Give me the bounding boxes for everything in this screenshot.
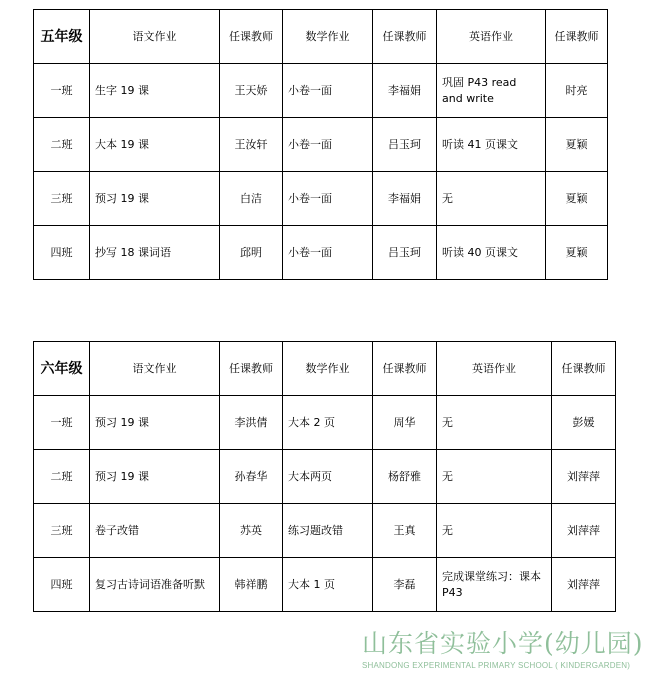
english-homework-cell: 无 (437, 504, 552, 558)
header-chinese: 语文作业 (90, 10, 220, 64)
header-chinese: 语文作业 (90, 342, 220, 396)
math-homework-cell: 练习题改错 (283, 504, 373, 558)
chinese-teacher-cell: 李洪倩 (220, 396, 283, 450)
table-row (34, 118, 608, 172)
math-teacher-cell: 吕玉珂 (373, 118, 437, 172)
chinese-homework-cell: 卷子改错 (90, 504, 220, 558)
english-homework-cell: 完成课堂练习：课本 P43 (437, 558, 552, 612)
grade-label: 五年级 (34, 10, 90, 64)
header-teacher: 任课教师 (546, 10, 608, 64)
grade5-homework-table (33, 9, 608, 280)
class-cell: 二班 (34, 118, 90, 172)
school-watermark (362, 628, 654, 671)
header-english: 英语作业 (437, 342, 552, 396)
chinese-homework-cell: 生字 19 课 (90, 64, 220, 118)
header-math: 数学作业 (283, 10, 373, 64)
grade-label: 六年级 (34, 342, 90, 396)
math-teacher-cell: 杨舒雅 (373, 450, 437, 504)
math-homework-cell: 小卷一面 (283, 172, 373, 226)
english-teacher-cell: 时亮 (546, 64, 608, 118)
chinese-teacher-cell: 王汝轩 (220, 118, 283, 172)
math-teacher-cell: 李福娟 (373, 172, 437, 226)
chinese-teacher-cell: 孙春华 (220, 450, 283, 504)
english-homework-cell: 听读 40 页课文 (437, 226, 546, 280)
math-teacher-cell: 李磊 (373, 558, 437, 612)
table-row (34, 558, 616, 612)
math-homework-cell: 小卷一面 (283, 118, 373, 172)
header-math: 数学作业 (283, 342, 373, 396)
english-teacher-cell: 刘萍萍 (552, 450, 616, 504)
math-homework-cell: 小卷一面 (283, 226, 373, 280)
chinese-homework-cell: 复习古诗词语准备听默 (90, 558, 220, 612)
chinese-teacher-cell: 王天娇 (220, 64, 283, 118)
chinese-teacher-cell: 苏英 (220, 504, 283, 558)
english-teacher-cell: 彭媛 (552, 396, 616, 450)
english-homework-cell: 巩固 P43 read and write (437, 64, 546, 118)
chinese-homework-cell: 抄写 18 课词语 (90, 226, 220, 280)
math-homework-cell: 大本 2 页 (283, 396, 373, 450)
chinese-homework-cell: 预习 19 课 (90, 396, 220, 450)
math-teacher-cell: 李福娟 (373, 64, 437, 118)
school-name-chinese: 山东省实验小学(幼儿园) (362, 629, 644, 658)
chinese-teacher-cell: 白洁 (220, 172, 283, 226)
class-cell: 一班 (34, 396, 90, 450)
english-homework-cell: 无 (437, 450, 552, 504)
table-row (34, 172, 608, 226)
english-teacher-cell: 夏颖 (546, 226, 608, 280)
table-row (34, 450, 616, 504)
header-english: 英语作业 (437, 10, 546, 64)
chinese-homework-cell: 大本 19 课 (90, 118, 220, 172)
class-cell: 三班 (34, 172, 90, 226)
header-teacher: 任课教师 (552, 342, 616, 396)
table-row (34, 504, 616, 558)
chinese-teacher-cell: 邱明 (220, 226, 283, 280)
class-cell: 四班 (34, 226, 90, 280)
header-teacher: 任课教师 (373, 342, 437, 396)
math-homework-cell: 大本两页 (283, 450, 373, 504)
table-header-row (34, 342, 616, 396)
english-teacher-cell: 刘萍萍 (552, 558, 616, 612)
table-row (34, 64, 608, 118)
header-teacher: 任课教师 (220, 10, 283, 64)
table-row (34, 226, 608, 280)
english-homework-cell: 听读 41 页课文 (437, 118, 546, 172)
grade6-homework-table (33, 341, 616, 612)
math-homework-cell: 小卷一面 (283, 64, 373, 118)
math-teacher-cell: 周华 (373, 396, 437, 450)
english-homework-cell: 无 (437, 396, 552, 450)
english-homework-cell: 无 (437, 172, 546, 226)
english-teacher-cell: 刘萍萍 (552, 504, 616, 558)
class-cell: 四班 (34, 558, 90, 612)
english-teacher-cell: 夏颖 (546, 172, 608, 226)
class-cell: 一班 (34, 64, 90, 118)
school-name-english: SHANDONG EXPERIMENTAL PRIMARY SCHOOL ( KINDERGARDEN) (362, 661, 631, 670)
table-row (34, 396, 616, 450)
chinese-homework-cell: 预习 19 课 (90, 450, 220, 504)
math-teacher-cell: 王真 (373, 504, 437, 558)
header-teacher: 任课教师 (373, 10, 437, 64)
english-teacher-cell: 夏颖 (546, 118, 608, 172)
class-cell: 三班 (34, 504, 90, 558)
math-homework-cell: 大本 1 页 (283, 558, 373, 612)
table-header-row (34, 10, 608, 64)
math-teacher-cell: 吕玉珂 (373, 226, 437, 280)
header-teacher: 任课教师 (220, 342, 283, 396)
chinese-teacher-cell: 韩祥鹏 (220, 558, 283, 612)
class-cell: 二班 (34, 450, 90, 504)
chinese-homework-cell: 预习 19 课 (90, 172, 220, 226)
